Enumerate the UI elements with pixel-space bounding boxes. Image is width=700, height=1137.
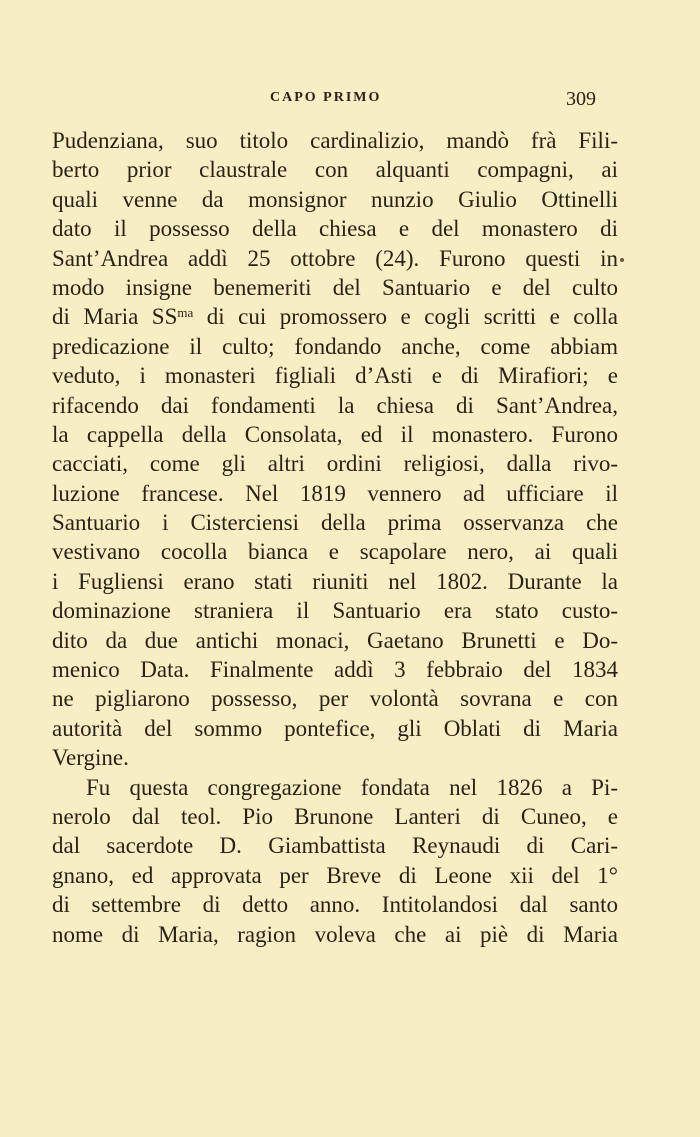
text-line: autorità del sommo pontefice, gli Oblati di Maria	[52, 715, 618, 741]
text-line: Sant’Andrea addì 25 ottobre (24). Furono questi in	[52, 245, 618, 271]
text-line: Pudenziana, suo titolo cardinalizio, mandò frà Fili-	[52, 128, 618, 153]
text-line: predicazione il culto; fondando anche, come abbiam	[52, 333, 618, 359]
text-line: vestivano cocolla bianca e scapolare nero, ai quali	[52, 539, 618, 565]
text-line: veduto, i monasteri figliali d’Asti e di Mirafiori; e	[52, 363, 618, 389]
line-text-after: di cui promossero e cogli scritti e colla	[193, 304, 618, 330]
text-line: Santuario i Cisterciensi della prima osservanza che	[52, 510, 618, 536]
page-number: 309	[566, 88, 596, 110]
text-line: di settembre di detto anno. Intitolandosi dal santo	[52, 892, 618, 918]
text-line: modo insigne benemeriti del Santuario e del culto	[52, 274, 618, 300]
text-line: la cappella della Consolata, ed il monastero. Furono	[52, 421, 618, 447]
text-line: ne pigliarono possesso, per volontà sovrana e con	[52, 686, 618, 712]
main-text	[52, 126, 618, 949]
text-line: nerolo dal teol. Pio Brunone Lanteri di Cuneo, e	[52, 803, 618, 829]
text-line: dito da due antichi monaci, Gaetano Brunetti e Do-	[52, 627, 618, 653]
paragraph-1	[52, 126, 618, 773]
text-line: luzione francese. Nel 1819 vennero ad ufficiare il	[52, 480, 618, 506]
text-line: dato il possesso della chiesa e del monastero di	[52, 216, 618, 242]
text-line: i Fugliensi erano stati riuniti nel 1802. Durante la	[52, 568, 618, 594]
superscript: ma	[177, 305, 194, 321]
text-line: Fu questa congregazione fondata nel 1826 a Pi-	[86, 774, 618, 800]
text-line: berto prior claustrale con alquanti compagni, ai	[52, 157, 618, 183]
text-line: dal sacerdote D. Giambattista Reynaudi di Cari-	[52, 833, 618, 859]
running-head	[0, 88, 700, 112]
text-line: nome di Maria, ragion voleva che ai piè di Maria	[52, 921, 618, 947]
marginal-mark	[620, 258, 624, 262]
text-line: rifacendo dai fondamenti la chiesa di Sant’Andrea,	[52, 392, 618, 418]
running-title: CAPO PRIMO	[270, 90, 382, 105]
paragraph-2	[52, 773, 618, 949]
text-line-with-superscript	[52, 302, 618, 331]
text-line: cacciati, come gli altri ordini religiosi, dalla rivo-	[52, 451, 618, 477]
text-line: Vergine.	[52, 745, 129, 771]
text-line: menico Data. Finalmente addì 3 febbraio del 1834	[52, 657, 618, 683]
line-text-before: di Maria SS	[52, 304, 178, 330]
text-line: gnano, ed approvata per Breve di Leone xii del 1°	[52, 862, 618, 888]
text-line: quali venne da monsignor nunzio Giulio Ottinelli	[52, 186, 618, 212]
text-line: dominazione straniera il Santuario era stato custo-	[52, 598, 618, 624]
